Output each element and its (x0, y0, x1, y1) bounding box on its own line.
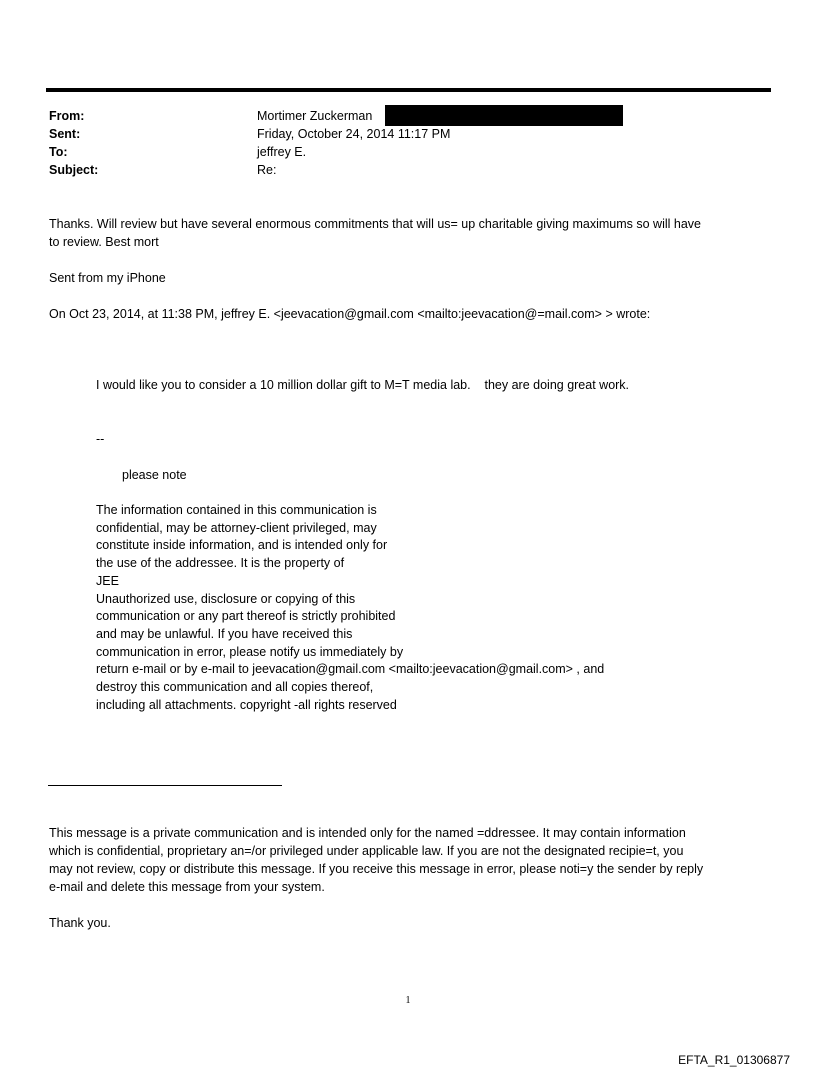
document-id: EFTA_R1_01306877 (678, 1053, 790, 1067)
please-note: please note (122, 468, 187, 482)
from-label: From: (49, 109, 85, 123)
disclaimer-line: return e-mail or by e-mail to jeevacation@gmail.com <mailto:jeevacation@gmail.com> , and (96, 662, 605, 677)
reply-line-2: to review. Best mort (49, 235, 159, 249)
disclaimer-line: JEE (96, 573, 119, 588)
subject-value: Re: (257, 163, 277, 177)
notice-line: which is confidential, proprietary an=/or privileged under applicable law. If you are not the designated recipie=t, you (49, 844, 684, 858)
sent-label: Sent: (49, 127, 81, 141)
notice-line: may not review, copy or distribute this message. If you receive this message in error, please noti=y the sender by reply (49, 862, 704, 876)
disclaimer-line: communication in error, please notify us immediately by (96, 644, 404, 659)
disclaimer-line: and may be unlawful. If you have received this (96, 626, 353, 641)
page-number: 1 (405, 995, 411, 1006)
notice-line: e-mail and delete this message from your system. (49, 880, 325, 894)
thank-you: Thank you. (49, 916, 111, 930)
privacy-notice (49, 824, 769, 896)
notice-line: This message is a private communication and is intended only for the named =ddressee. It may contain information (49, 826, 686, 840)
from-value: Mortimer Zuckerman (257, 109, 373, 123)
disclaimer-line: destroy this communication and all copies thereof, (96, 680, 374, 695)
confidentiality-disclaimer (96, 502, 716, 714)
disclaimer-line: the use of the addressee. It is the property of (96, 556, 345, 571)
signature-separator: -- (96, 432, 105, 446)
footer-rule (48, 785, 282, 786)
disclaimer-line: communication or any part thereof is strictly prohibited (96, 609, 396, 624)
disclaimer-line: The information contained in this communication is (96, 503, 377, 517)
subject-label: Subject: (49, 163, 99, 177)
disclaimer-line: including all attachments. copyright -all rights reserved (96, 697, 397, 712)
sent-value: Friday, October 24, 2014 11:17 PM (257, 127, 451, 141)
quote-intro: On Oct 23, 2014, at 11:38 PM, jeffrey E. <jeevacation@gmail.com <mailto:jeevacation@=mail.com> > wrote: (49, 307, 651, 321)
reply-text (49, 215, 764, 251)
header-rule (46, 88, 771, 92)
to-label: To: (49, 145, 68, 159)
disclaimer-line: Unauthorized use, disclosure or copying of this (96, 591, 356, 606)
reply-line-1: Thanks. Will review but have several enormous commitments that will us= up charitable giving maximums so will have (49, 217, 701, 231)
quoted-message: I would like you to consider a 10 million dollar gift to M=T media lab. they are doing great work. (96, 378, 630, 392)
signature: Sent from my iPhone (49, 271, 166, 285)
redaction-block (385, 105, 623, 126)
disclaimer-line: constitute inside information, and is intended only for (96, 538, 388, 553)
to-value: jeffrey E. (257, 145, 307, 159)
disclaimer-line: confidential, may be attorney-client privileged, may (96, 520, 377, 535)
